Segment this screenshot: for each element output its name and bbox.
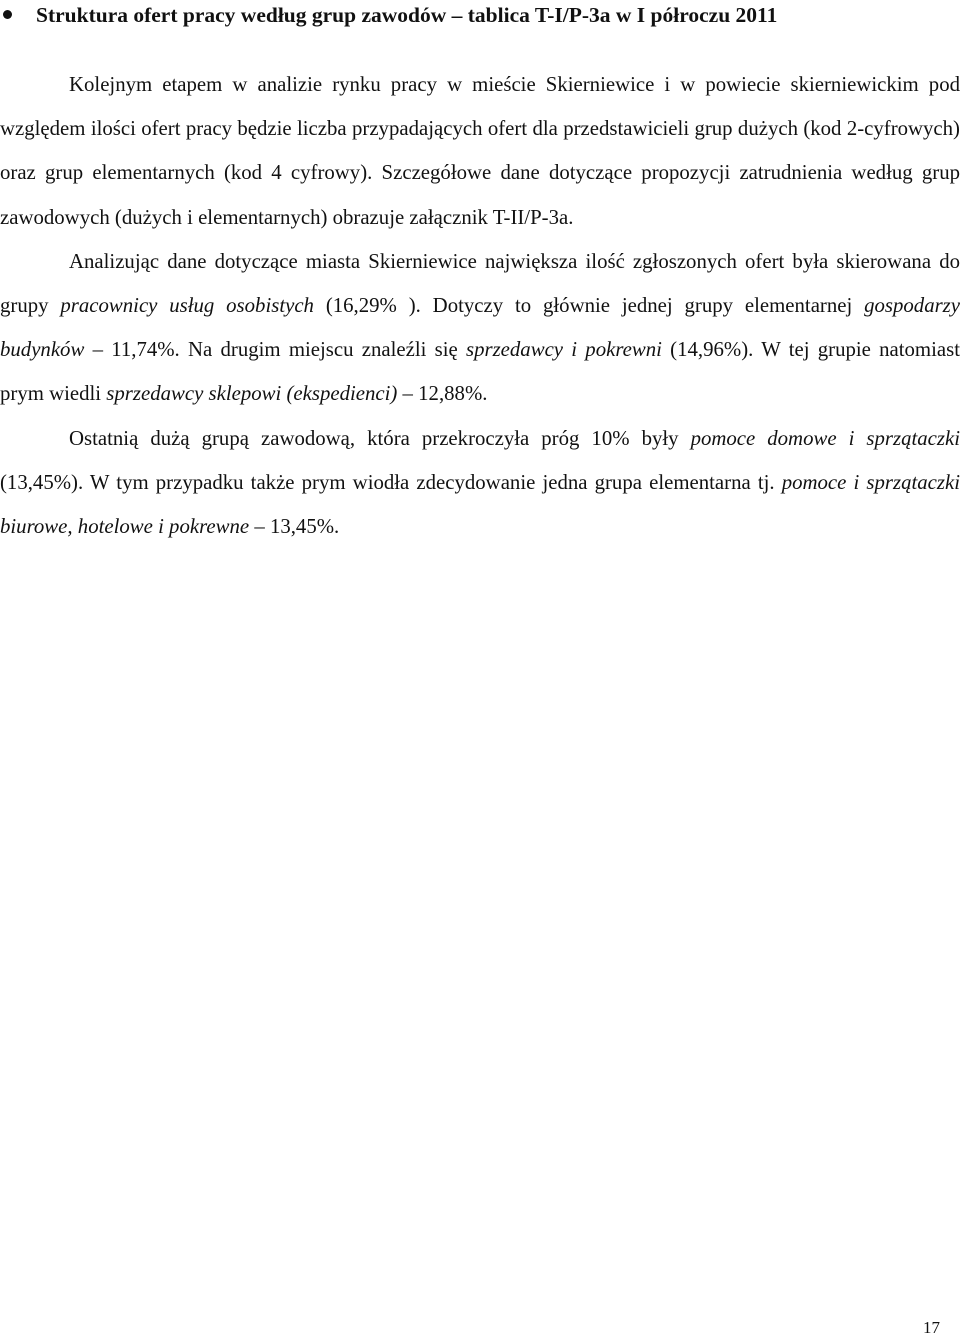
paragraph-2-emphasis: sprzedawcy i pokrewni: [466, 338, 662, 362]
paragraph-2-emphasis: sprzedawcy sklepowi (ekspedienci): [106, 382, 398, 406]
paragraph-2-text: (16,29% ). Dotyczy to głównie jednej grupy elementarnej: [313, 294, 865, 318]
paragraph-3-text: – 13,45%.: [249, 515, 340, 539]
page-number: 17: [923, 1318, 940, 1337]
paragraph-2-text: Analizując dane dotyczące miasta Skierniewice największa ilość zgłoszonych ofert była skierowana do grupy: [0, 249, 960, 318]
section-heading: [0, 0, 960, 30]
paragraph-3-text: (13,45%). W tym przypadku także prym wiodła zdecydowanie jedna grupa elementarna tj.: [0, 470, 782, 494]
section-title: Struktura ofert pracy według grup zawodów – tablica T-I/P-3a w I półroczu 2011: [36, 3, 778, 27]
paragraph-3: [0, 417, 960, 550]
paragraph-3-emphasis: pomoce i sprzątaczki biurowe, hotelowe i pokrewne: [0, 470, 960, 539]
paragraph-2-emphasis: pracownicy usług osobistych: [60, 294, 314, 318]
bullet-icon: [3, 10, 12, 19]
paragraph-3-text: Ostatnią dużą grupą zawodową, która przekroczyła próg 10% były: [69, 426, 691, 450]
paragraph-2-emphasis: gospodarzy budynków: [0, 294, 960, 362]
paragraph-2-text: – 11,74%. Na drugim miejscu znaleźli się: [84, 338, 466, 362]
paragraph-1-text: Kolejnym etapem w analizie rynku pracy w mieście Skierniewice i w powiecie skierniewickim pod względem ilości ofert pracy będzie liczba przypadających ofert dla przedstawicieli grup dużych (kod 2-cyfrowych) oraz grup elementarnych (kod 4 cyfrowy). Szczegółowe dane dotyczące propozycji zatrudnienia według grup zawodowych (dużych i elementarnych) obrazuje załącznik T-II/P-3a.: [0, 73, 960, 229]
paragraph-2-text: (14,96%). W tej grupie natomiast prym wiedli: [0, 338, 960, 406]
paragraph-1: [0, 63, 960, 240]
paragraph-3-emphasis: pomoce domowe i sprzątaczki: [690, 426, 960, 450]
paragraph-2-text: – 12,88%.: [397, 382, 488, 406]
document-body: [0, 63, 960, 549]
paragraph-2: [0, 240, 960, 417]
